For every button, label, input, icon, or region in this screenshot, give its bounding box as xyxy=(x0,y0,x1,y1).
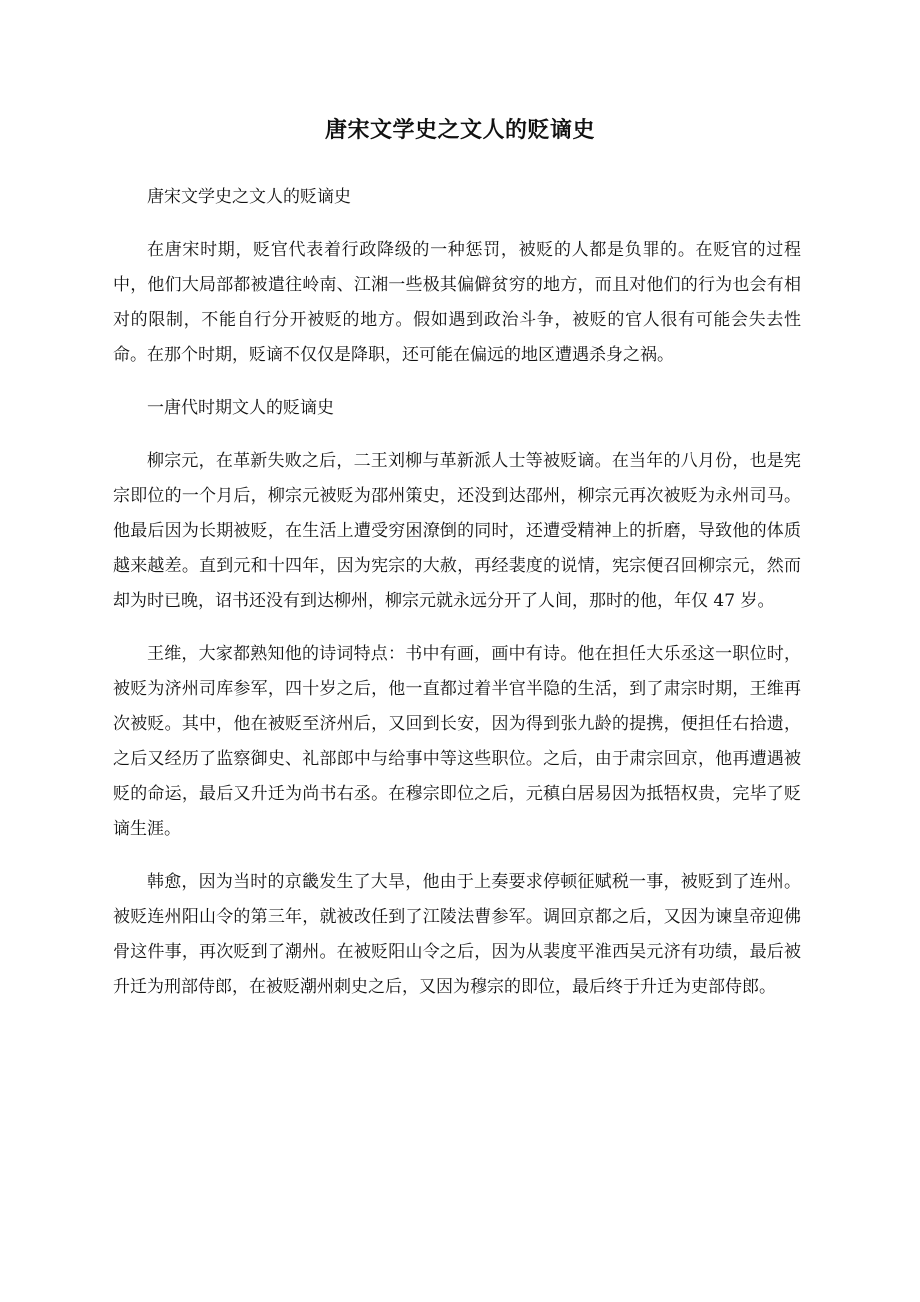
section-heading: 一唐代时期文人的贬谪史 xyxy=(147,398,334,418)
subtitle-paragraph: 唐宋文学史之文人的贬谪史 xyxy=(147,187,351,207)
han-yu-paragraph: 韩愈，因为当时的京畿发生了大旱，他由于上奏要求停顿征赋税一事，被贬到了连州。被贬连州阳山令的第三年，就被改任到了江陵法曹参军。调回京都之后，又因为谏皇帝迎佛骨这件事，再次贬到了潮州。在被贬阳山令之后，因为从裴度平淮西吴元济有功绩，最后被升迁为刑部侍郎，在被贬潮州刺史之后，又因为穆宗的即位，最后终于升迁为吏部侍郎。 xyxy=(113,872,801,997)
document-title: 唐宋文学史之文人的贬谪史 xyxy=(324,117,595,143)
wang-wei-paragraph: 王维，大家都熟知他的诗词特点：书中有画，画中有诗。他在担任大乐丞这一职位时，被贬为济州司库参军，四十岁之后，他一直都过着半官半隐的生活，到了肃宗时期，王维再次被贬。其中，他在被贬至济州后，又回到长安，因为得到张九龄的提携，便担任右拾遗，之后又经历了监察御史、礼部郎中与给事中等这些职位。之后，由于肃宗回京，他再遭遇被贬的命运，最后又升迁为尚书右丞。在穆宗即位之后，元稹白居易因为抵牾权贵，完毕了贬谪生涯。 xyxy=(113,644,801,839)
intro-paragraph: 在唐宋时期，贬官代表着行政降级的一种惩罚，被贬的人都是负罪的。在贬官的过程中，他们大局部都被遣往岭南、江湘一些极其偏僻贫穷的地方，而且对他们的行为也会有相对的限制，不能自行分开被贬的地方。假如遇到政治斗争，被贬的官人很有可能会失去性命。在那个时期，贬谪不仅仅是降职，还可能在偏远的地区遭遇杀身之祸。 xyxy=(113,240,801,365)
document-body xyxy=(113,180,801,1023)
liu-zongyuan-paragraph: 柳宗元，在革新失败之后，二王刘柳与革新派人士等被贬谪。在当年的八月份，也是宪宗即位的一个月后，柳宗元被贬为邵州策史，还没到达邵州，柳宗元再次被贬为永州司马。他最后因为长期被贬，在生活上遭受穷困潦倒的同时，还遭受精神上的折磨，导致他的体质越来越差。直到元和十四年，因为宪宗的大赦，再经裴度的说情，宪宗便召回柳宗元，然而却为时已晚，诏书还没有到达柳州，柳宗元就永远分开了人间，那时的他，年仅 47 岁。 xyxy=(113,451,801,611)
